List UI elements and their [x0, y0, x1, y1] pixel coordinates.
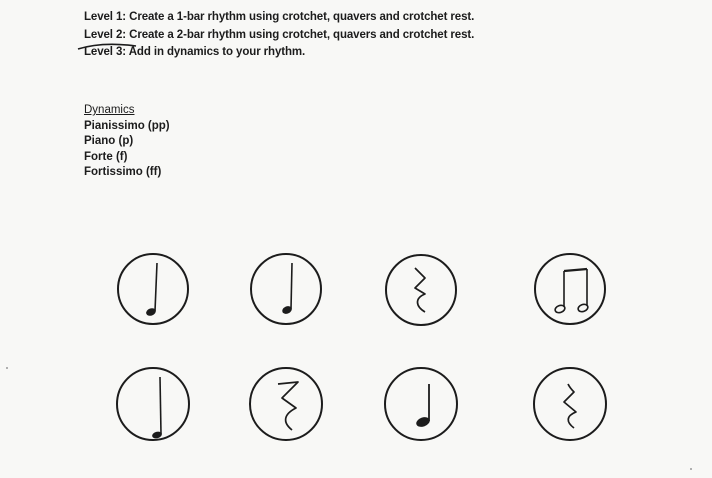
level-1-text: Level 1: Create a 1-bar rhythm using crotchet, quavers and crotchet rest. [84, 11, 475, 23]
quavers-icon [530, 249, 610, 329]
rhythm-card-crotchet-rest [246, 364, 326, 444]
rhythm-card-crotchet [381, 364, 461, 444]
rhythm-card-crotchet-rest [381, 250, 461, 330]
scan-speck [6, 367, 8, 369]
crotchet-icon [246, 249, 326, 329]
rhythm-card-quavers [530, 249, 610, 329]
crotchet-icon [113, 364, 193, 444]
dynamics-item: Piano (p) [84, 135, 134, 147]
rhythm-card-crotchet [113, 364, 193, 444]
crotchet-icon [381, 364, 461, 444]
crotchet-rest-icon [246, 364, 326, 444]
crotchet-rest-icon [381, 250, 461, 330]
rhythm-card-crotchet-rest [530, 364, 610, 444]
dynamics-item: Forte (f) [84, 150, 128, 163]
rhythm-card-crotchet [246, 249, 326, 329]
level-2-text: Level 2: Create a 2-bar rhythm using crotchet, quavers and crotchet rest. [84, 28, 475, 41]
level-3-text: Level 3: Add in dynamics to your rhythm. [84, 46, 306, 58]
crotchet-rest-icon [530, 364, 610, 444]
dynamics-item: Pianissimo (pp) [84, 119, 170, 132]
crotchet-icon [113, 249, 193, 329]
scan-speck [690, 468, 692, 470]
rhythm-card-crotchet [113, 249, 193, 329]
dynamics-item: Fortissimo (ff) [84, 166, 162, 178]
dynamics-heading: Dynamics [84, 104, 135, 116]
